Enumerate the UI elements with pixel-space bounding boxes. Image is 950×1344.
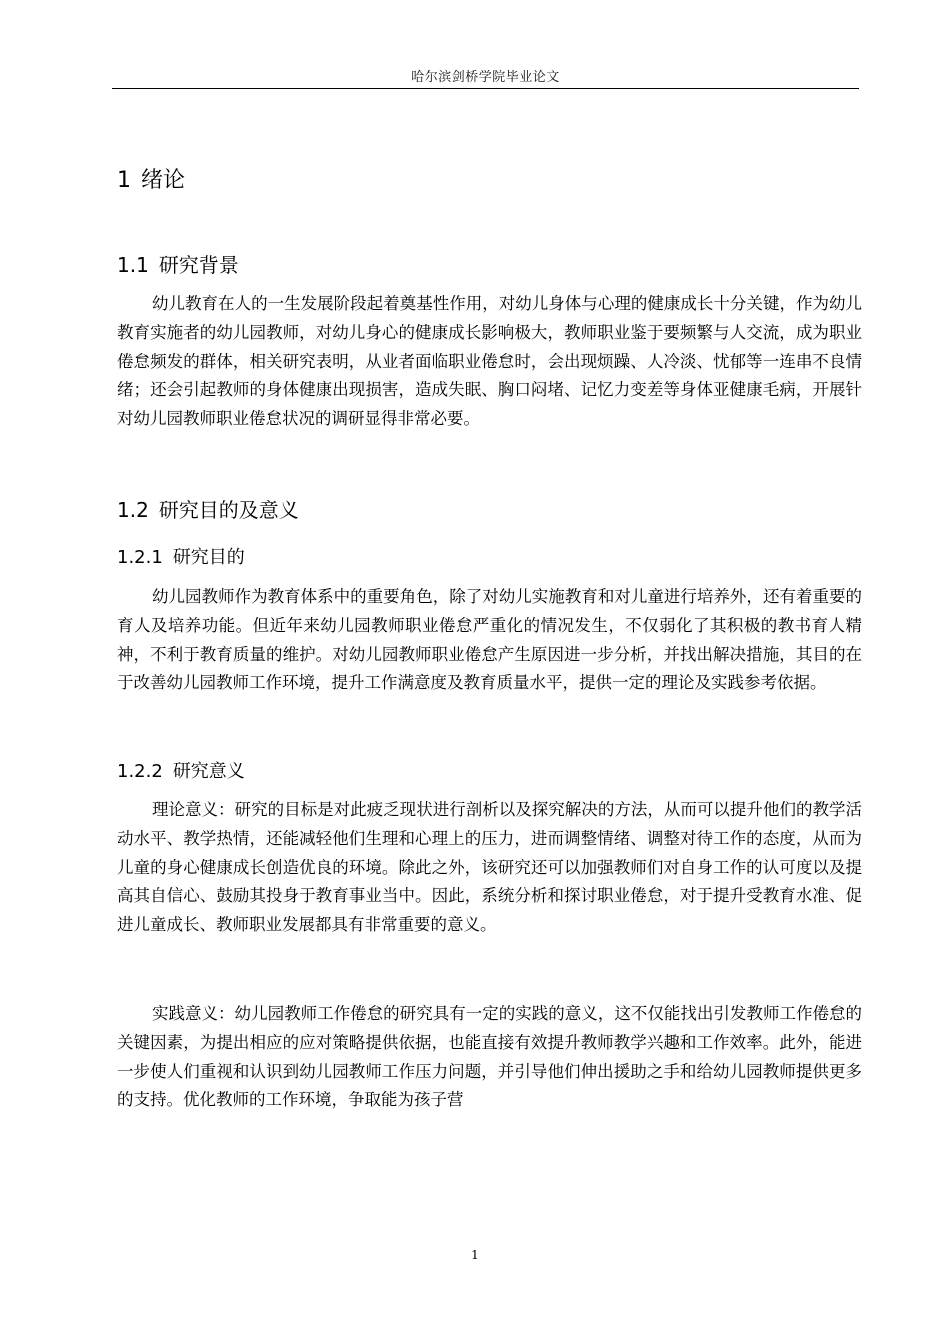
paragraph-background: 幼儿教育在人的一生发展阶段起着奠基性作用，对幼儿身体与心理的健康成长十分关键，作为幼儿教育实施者的幼儿园教师，对幼儿身心的健康成长影响极大，教师职业鉴于要频繁与人交流，成为职业倦怠频发的群体，相关研究表明，从业者面临职业倦怠时，会出现烦躁、人冷淡、忧郁等一连串不良情绪；还会引起教师的身体健康出现损害，造成失眠、胸口闷堵、记忆力变差等身体亚健康毛病，开展针对幼儿园教师职业倦怠状况的调研显得非常必要。 [117, 294, 862, 429]
section-heading-purpose-significance [117, 494, 299, 523]
subsection-title: 研究意义 [172, 761, 245, 782]
subsection-number: 1.2.2 [117, 761, 163, 782]
subsection-title: 研究目的 [172, 547, 245, 568]
chapter-heading [117, 163, 185, 194]
paragraph-purpose: 幼儿园教师作为教育体系中的重要角色，除了对幼儿实施教育和对儿童进行培养外，还有着重要的育人及培养功能。但近年来幼儿园教师职业倦怠严重化的情况发生，不仅弱化了其积极的教书育人精神，不利于教育质量的维护。对幼儿园教师职业倦怠产生原因进一步分析，并找出解决措施，其目的在于改善幼儿园教师工作环境，提升工作满意度及教育质量水平，提供一定的理论及实践参考依据。 [117, 587, 862, 693]
header-divider [112, 88, 859, 89]
section-number: 1.1 [117, 253, 149, 277]
section-heading-background [117, 249, 239, 278]
page-header: 哈尔滨剑桥学院毕业论文 [411, 70, 560, 85]
paragraph-theory-significance: 理论意义：研究的目标是对此疲乏现状进行剖析以及探究解决的方法，从而可以提升他们的教学活动水平、教学热情，还能减轻他们生理和心理上的压力，进而调整情绪、调整对待工作的态度，从而为儿童的身心健康成长创造优良的环境。除此之外，该研究还可以加强教师们对自身工作的认可度以及提高其自信心、鼓励其投身于教育事业当中。因此，系统分析和探讨职业倦怠，对于提升受教育水准、促进儿童成长、教师职业发展都具有非常重要的意义。 [117, 800, 862, 935]
subsection-heading-purpose [117, 543, 245, 569]
section-number: 1.2 [117, 498, 149, 522]
section-title: 研究背景 [158, 253, 239, 277]
subsection-number: 1.2.1 [117, 547, 163, 568]
paragraph-practice-significance: 实践意义：幼儿园教师工作倦怠的研究具有一定的实践的意义，这不仅能找出引发教师工作倦怠的关键因素，为提出相应的应对策略提供依据，也能直接有效提升教师教学兴趣和工作效率。此外，能进一步使人们重视和认识到幼儿园教师工作压力问题，并引导他们伸出援助之手和给幼儿园教师提供更多的支持。优化教师的工作环境，争取能为孩子营 [117, 1004, 862, 1110]
chapter-title: 绪论 [141, 168, 186, 193]
subsection-heading-significance [117, 757, 245, 783]
chapter-number: 1 [117, 168, 131, 193]
page-number: 1 [471, 1248, 479, 1262]
section-title: 研究目的及意义 [158, 498, 299, 522]
